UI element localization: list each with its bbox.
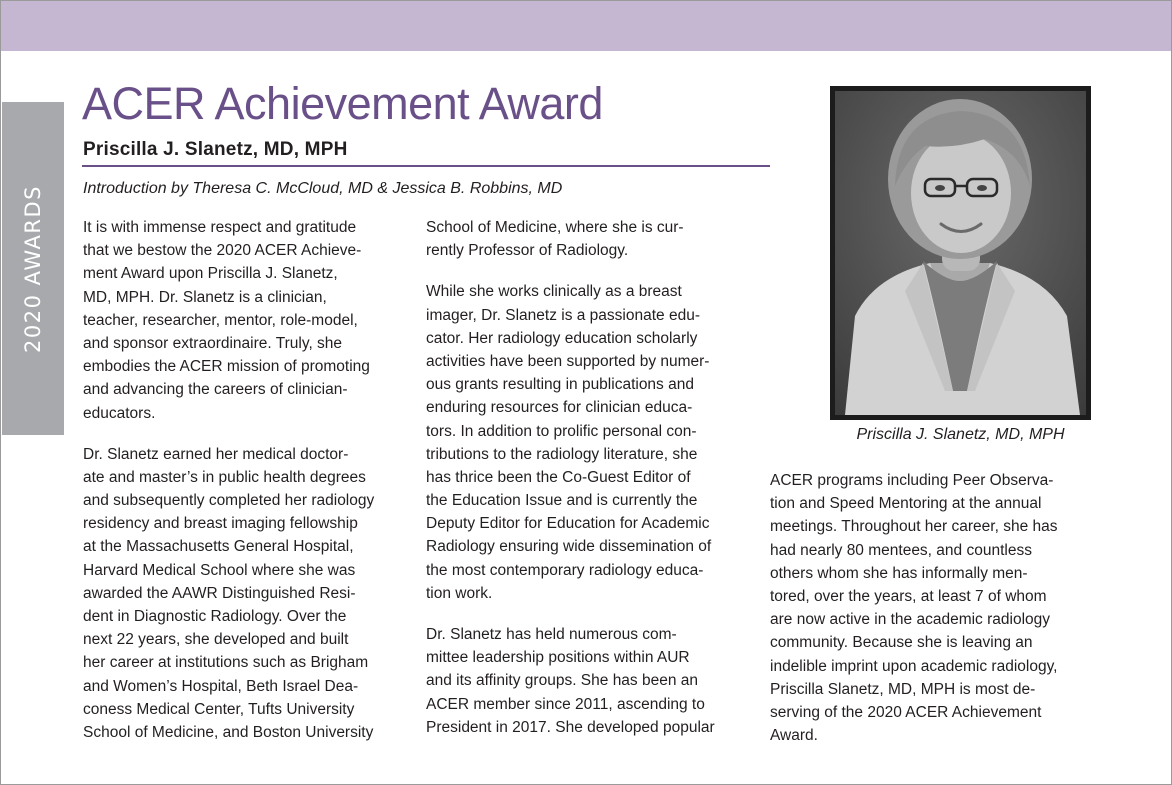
section-side-tab: [2, 102, 64, 435]
text-line: tored, over the years, at least 7 of whom: [770, 587, 1047, 605]
text-line: coness Medical Center, Tufts University: [83, 700, 355, 718]
text-line: tion and Speed Mentoring at the annual: [770, 495, 1042, 513]
text-line: tors. In addition to prolific personal con-: [426, 422, 697, 440]
text-line: While she works clinically as a breast: [426, 283, 682, 301]
text-line: It is with immense respect and gratitude: [83, 219, 357, 236]
text-line: activities have been supported by numer-: [426, 352, 710, 370]
text-line: had nearly 80 mentees, and countless: [770, 541, 1032, 559]
paragraph: [426, 280, 756, 605]
portrait-photo-frame: [830, 86, 1091, 420]
text-line: the most contemporary radiology educa-: [426, 561, 704, 579]
text-line: and Women’s Hospital, Beth Israel Dea-: [83, 677, 359, 695]
text-line: next 22 years, she developed and built: [83, 631, 349, 649]
text-line: awarded the AAWR Distinguished Resi-: [83, 584, 356, 602]
text-line: tion work.: [426, 584, 493, 602]
section-side-tab-label: 2020 AWARDS: [21, 185, 45, 353]
paragraph: [770, 469, 1100, 747]
text-line: rently Professor of Radiology.: [426, 242, 629, 260]
text-column-2: [426, 216, 756, 757]
text-column-1: [83, 216, 413, 762]
text-line: at the Massachusetts General Hospital,: [83, 538, 354, 556]
text-line: School of Medicine, and Boston University: [83, 723, 374, 741]
text-line: School of Medicine, where she is cur-: [426, 219, 684, 236]
text-line: Award.: [770, 727, 818, 745]
text-line: the Education Issue and is currently the: [426, 492, 698, 510]
paragraph: [426, 216, 756, 262]
text-line: and sponsor extraordinaire. Truly, she: [83, 334, 343, 352]
text-line: and its affinity groups. She has been an: [426, 672, 699, 690]
text-line: educators.: [83, 404, 156, 422]
text-line: dent in Diagnostic Radiology. Over the: [83, 608, 347, 625]
paragraph: [426, 623, 756, 739]
text-line: Radiology ensuring wide dissemination of: [426, 538, 712, 556]
text-line: and subsequently completed her radiology: [83, 492, 375, 510]
text-line: Dr. Slanetz has held numerous com-: [426, 626, 677, 643]
introduction-byline: Introduction by Theresa C. McCloud, MD & Jessica B. Robbins, MD: [83, 180, 563, 197]
text-line: residency and breast imaging fellowship: [83, 515, 358, 533]
article-title: ACER Achievement Award: [82, 78, 603, 129]
paragraph: [83, 443, 413, 744]
text-line: her career at institutions such as Brigham: [83, 654, 369, 672]
text-line: President in 2017. She developed popular: [426, 718, 715, 736]
text-line: are now active in the academic radiology: [770, 611, 1051, 629]
text-line: ment Award upon Priscilla J. Slanetz,: [83, 265, 338, 283]
text-line: and advancing the careers of clinician-: [83, 381, 348, 399]
text-line: serving of the 2020 ACER Achievement: [770, 703, 1042, 721]
text-line: that we bestow the 2020 ACER Achieve-: [83, 242, 362, 260]
text-line: has thrice been the Co-Guest Editor of: [426, 468, 691, 486]
text-line: ate and master’s in public health degrees: [83, 468, 366, 486]
honoree-name: Priscilla J. Slanetz, MD, MPH: [83, 139, 348, 160]
text-line: Deputy Editor for Education for Academic: [426, 515, 710, 533]
text-line: others whom she has informally men-: [770, 564, 1028, 582]
text-line: enduring resources for clinician educa-: [426, 399, 693, 417]
title-rule: [82, 165, 770, 167]
text-column-3: [770, 469, 1100, 765]
text-line: indelible imprint upon academic radiology,: [770, 657, 1058, 675]
photo-caption: Priscilla J. Slanetz, MD, MPH: [856, 426, 1065, 443]
text-line: tributions to the radiology literature, she: [426, 445, 698, 463]
text-line: community. Because she is leaving an: [770, 634, 1033, 652]
text-line: mittee leadership positions within AUR: [426, 649, 690, 667]
header-band: [1, 1, 1171, 51]
text-line: ACER programs including Peer Observa-: [770, 472, 1054, 489]
text-line: ous grants resulting in publications and: [426, 376, 694, 394]
text-line: Dr. Slanetz earned her medical doctor-: [83, 445, 349, 463]
paragraph: [83, 216, 413, 425]
text-line: meetings. Throughout her career, she has: [770, 518, 1058, 536]
portrait-photo: [835, 91, 1086, 415]
text-line: teacher, researcher, mentor, role-model,: [83, 311, 358, 329]
text-line: MD, MPH. Dr. Slanetz is a clinician,: [83, 288, 327, 306]
text-line: ACER member since 2011, ascending to: [426, 695, 705, 713]
portrait-illustration: [835, 91, 1086, 415]
text-line: imager, Dr. Slanetz is a passionate edu-: [426, 306, 700, 324]
text-line: embodies the ACER mission of promoting: [83, 358, 370, 376]
text-line: Harvard Medical School where she was: [83, 561, 356, 579]
text-line: Priscilla Slanetz, MD, MPH is most de-: [770, 680, 1036, 698]
text-line: cator. Her radiology education scholarly: [426, 329, 698, 347]
